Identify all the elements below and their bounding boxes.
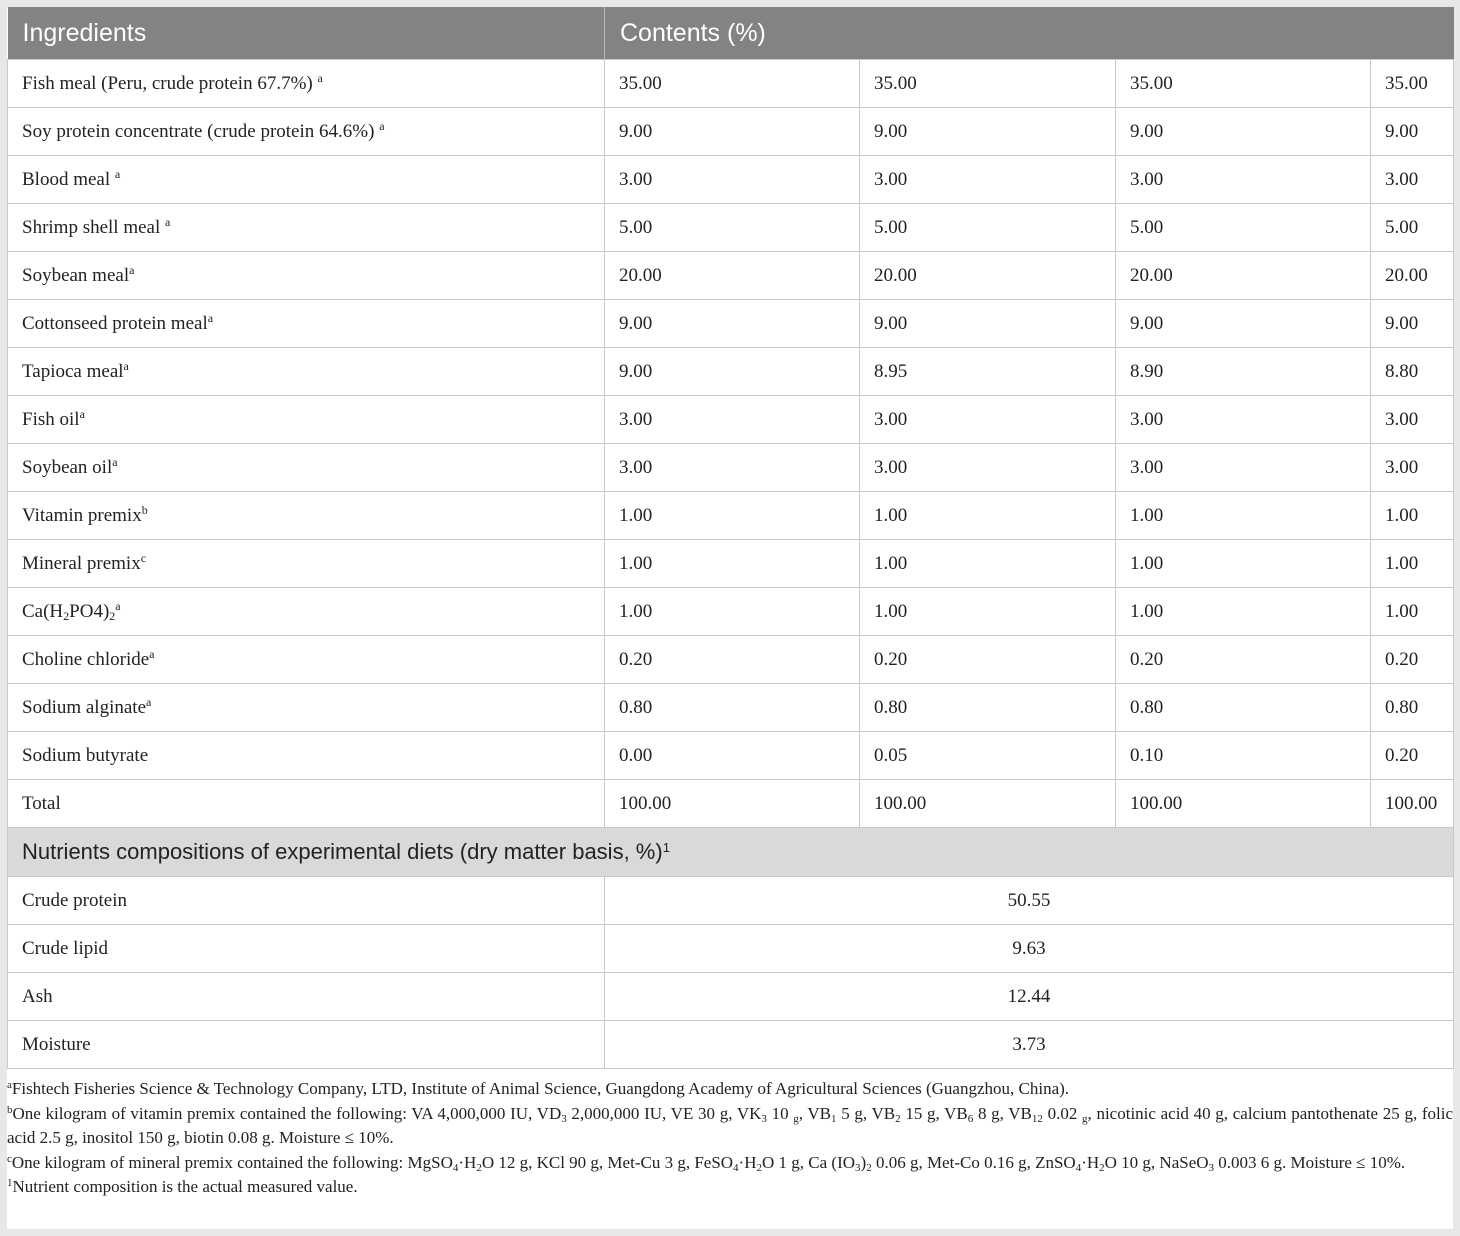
footnote-b: $^b$One kilogram of vitamin premix contained the following: VA 4,000,000 IU, $VD_3$ 2,000,000 IU, VE 30 g, $VK_3$ 10 $_g$, $VB_1$ 5 g, $VB_2$ 15 g, $VB_6$ 8 g, $VB_{12}$ 0.02 $_g$, nicotinic acid 40 g, calcium pantothenate 25 g, folic acid 2.5 g, inositol 150 g, biotin 0.08 g. Moisture ≤ 10%. bbox=[7, 1103, 1454, 1147]
table-row bbox=[8, 396, 1454, 444]
content-value-diet-2: 5.00 bbox=[860, 204, 1116, 252]
content-value-diet-1: 0.80 bbox=[605, 684, 860, 732]
content-value-diet-3: 3.00 bbox=[1116, 396, 1371, 444]
content-value-diet-2: 0.05 bbox=[860, 732, 1116, 780]
nutrients-title-footnote-mark: 1 bbox=[662, 840, 670, 855]
ingredient-name: Soy protein concentrate (crude protein 64.6%) $^a$ bbox=[8, 108, 605, 156]
content-value-diet-4: 1.00 bbox=[1371, 540, 1454, 588]
content-value-diet-2: 0.20 bbox=[860, 636, 1116, 684]
content-value-diet-4: 3.00 bbox=[1371, 444, 1454, 492]
footnote-mark: a bbox=[207, 310, 214, 325]
content-value-diet-1: 1.00 bbox=[605, 588, 860, 636]
content-value-diet-1: 100.00 bbox=[605, 780, 860, 828]
content-value-diet-1: 3.00 bbox=[605, 156, 860, 204]
content-value-diet-1: 0.00 bbox=[605, 732, 860, 780]
footnote-mark: c bbox=[140, 550, 147, 565]
nutrient-name: Moisture bbox=[8, 1021, 605, 1069]
content-value-diet-3: 3.00 bbox=[1116, 156, 1371, 204]
diet-composition-table bbox=[7, 7, 1454, 1069]
content-value-diet-3: 9.00 bbox=[1116, 300, 1371, 348]
table-row bbox=[8, 204, 1454, 252]
nutrient-value: 9.63 bbox=[605, 925, 1454, 973]
footnote-mark: a bbox=[115, 598, 121, 613]
table-row bbox=[8, 492, 1454, 540]
content-value-diet-1: 9.00 bbox=[605, 348, 860, 396]
ingredient-name: Mineral premix$^c$ bbox=[8, 540, 605, 588]
nutrient-name: Ash bbox=[8, 973, 605, 1021]
content-value-diet-2: 20.00 bbox=[860, 252, 1116, 300]
content-value-diet-3: 3.00 bbox=[1116, 444, 1371, 492]
content-value-diet-2: 3.00 bbox=[860, 156, 1116, 204]
table-row bbox=[8, 780, 1454, 828]
content-value-diet-3: 0.10 bbox=[1116, 732, 1371, 780]
content-value-diet-2: 8.95 bbox=[860, 348, 1116, 396]
table-row bbox=[8, 684, 1454, 732]
footnote-mark: a bbox=[149, 646, 155, 661]
content-value-diet-2: 35.00 bbox=[860, 60, 1116, 108]
content-value-diet-4: 1.00 bbox=[1371, 588, 1454, 636]
nutrient-name: Crude protein bbox=[8, 877, 605, 925]
footnote-c: $^c$One kilogram of mineral premix contained the following: $MgSO_4\cdot H_2O$ 12 g, KCl 90 g, Met-Cu 3 g, $FeSO_4\cdot H_2O$ 1 g, Ca $(IO_3)_2$ 0.06 g, Met-Co 0.16 g, $ZnSO_4\cdot H_2O$ 10 g, NaSeO$_3$ 0.003 6 g. Moisture ≤ 10%. bbox=[7, 1152, 1406, 1174]
table-row bbox=[8, 588, 1454, 636]
footnote-mark: a bbox=[317, 70, 323, 85]
ingredient-name: Sodium butyrate bbox=[8, 732, 605, 780]
nutrient-value: 3.73 bbox=[605, 1021, 1454, 1069]
table-row bbox=[8, 60, 1454, 108]
footnote-mark: a bbox=[379, 118, 385, 133]
nutrients-section-header bbox=[8, 828, 1454, 877]
content-value-diet-2: 3.00 bbox=[860, 444, 1116, 492]
footnote-a: $^a$Fishtech Fisheries Science & Technology Company, LTD, Institute of Animal Science, Guangdong Academy of Agricultural Sciences (Guangzhou, China). bbox=[7, 1079, 1070, 1098]
content-value-diet-4: 0.80 bbox=[1371, 684, 1454, 732]
table-row bbox=[8, 156, 1454, 204]
content-value-diet-1: 1.00 bbox=[605, 492, 860, 540]
ingredients-body bbox=[8, 60, 1454, 828]
header-contents: Contents (%) bbox=[605, 7, 1454, 60]
content-value-diet-3: 20.00 bbox=[1116, 252, 1371, 300]
ingredient-name: Fish oil$^a$ bbox=[8, 396, 605, 444]
content-value-diet-4: 9.00 bbox=[1371, 300, 1454, 348]
content-value-diet-2: 9.00 bbox=[860, 108, 1116, 156]
table-row bbox=[8, 925, 1454, 973]
table-row bbox=[8, 877, 1454, 925]
nutrient-name: Crude lipid bbox=[8, 925, 605, 973]
ingredient-name: $Ca(H_2PO4)_2^a$ bbox=[8, 588, 605, 636]
content-value-diet-2: 0.80 bbox=[860, 684, 1116, 732]
ingredient-name: Soybean meal$^a$ bbox=[8, 252, 605, 300]
content-value-diet-4: 100.00 bbox=[1371, 780, 1454, 828]
nutrients-section-title: Nutrients compositions of experimental diets (dry matter basis, %)$^1$ bbox=[8, 828, 1454, 877]
nutrient-value: 12.44 bbox=[605, 973, 1454, 1021]
table-row bbox=[8, 636, 1454, 684]
table-row bbox=[8, 732, 1454, 780]
content-value-diet-3: 0.80 bbox=[1116, 684, 1371, 732]
content-value-diet-1: 20.00 bbox=[605, 252, 860, 300]
content-value-diet-4: 5.00 bbox=[1371, 204, 1454, 252]
table-row bbox=[8, 540, 1454, 588]
ingredient-name: Vitamin premix$^b$ bbox=[8, 492, 605, 540]
table-row bbox=[8, 108, 1454, 156]
footnote-mark: a bbox=[165, 214, 171, 229]
footnote-mark: a bbox=[129, 262, 135, 277]
content-value-diet-3: 0.20 bbox=[1116, 636, 1371, 684]
footnote-mark: a bbox=[114, 166, 121, 181]
content-value-diet-2: 100.00 bbox=[860, 780, 1116, 828]
table-row bbox=[8, 300, 1454, 348]
content-value-diet-4: 9.00 bbox=[1371, 108, 1454, 156]
content-value-diet-4: 0.20 bbox=[1371, 732, 1454, 780]
ingredient-name: Total bbox=[8, 780, 605, 828]
footnote-mark: a bbox=[123, 358, 129, 373]
content-value-diet-1: 1.00 bbox=[605, 540, 860, 588]
content-value-diet-2: 3.00 bbox=[860, 396, 1116, 444]
ingredient-name: Soybean oil$^a$ bbox=[8, 444, 605, 492]
content-value-diet-4: 0.20 bbox=[1371, 636, 1454, 684]
content-value-diet-3: 9.00 bbox=[1116, 108, 1371, 156]
content-value-diet-4: 8.80 bbox=[1371, 348, 1454, 396]
content-value-diet-4: 1.00 bbox=[1371, 492, 1454, 540]
table-footnotes bbox=[7, 1069, 1453, 1200]
content-value-diet-2: 1.00 bbox=[860, 492, 1116, 540]
table-row bbox=[8, 973, 1454, 1021]
nutrient-value: 50.55 bbox=[605, 877, 1454, 925]
content-value-diet-3: 5.00 bbox=[1116, 204, 1371, 252]
content-value-diet-3: 100.00 bbox=[1116, 780, 1371, 828]
content-value-diet-1: 3.00 bbox=[605, 444, 860, 492]
ingredient-name: Cottonseed protein meal$^a$ bbox=[8, 300, 605, 348]
content-value-diet-3: 1.00 bbox=[1116, 492, 1371, 540]
content-value-diet-1: 5.00 bbox=[605, 204, 860, 252]
ingredient-name: Sodium alginate$^a$ bbox=[8, 684, 605, 732]
nutrients-rows bbox=[8, 877, 1454, 1069]
footnote-1: $^1$Nutrient composition is the actual measured value. bbox=[7, 1177, 358, 1196]
content-value-diet-4: 3.00 bbox=[1371, 396, 1454, 444]
content-value-diet-1: 9.00 bbox=[605, 300, 860, 348]
footnote-mark: a bbox=[146, 694, 152, 709]
footnote-mark: b bbox=[141, 502, 148, 517]
content-value-diet-3: 35.00 bbox=[1116, 60, 1371, 108]
table-row bbox=[8, 252, 1454, 300]
table-row bbox=[8, 348, 1454, 396]
header-ingredients: Ingredients bbox=[8, 7, 605, 60]
content-value-diet-3: 1.00 bbox=[1116, 540, 1371, 588]
content-value-diet-4: 3.00 bbox=[1371, 156, 1454, 204]
nutrients-body bbox=[8, 828, 1454, 877]
ingredient-name: Choline chloride$^a$ bbox=[8, 636, 605, 684]
content-value-diet-4: 20.00 bbox=[1371, 252, 1454, 300]
content-value-diet-2: 1.00 bbox=[860, 588, 1116, 636]
content-value-diet-2: 9.00 bbox=[860, 300, 1116, 348]
content-value-diet-1: 0.20 bbox=[605, 636, 860, 684]
ingredient-name: Blood meal $^a$ bbox=[8, 156, 605, 204]
ingredient-name: Tapioca meal$^a$ bbox=[8, 348, 605, 396]
content-value-diet-3: 1.00 bbox=[1116, 588, 1371, 636]
table-row bbox=[8, 444, 1454, 492]
content-value-diet-1: 9.00 bbox=[605, 108, 860, 156]
ingredient-name: Fish meal (Peru, crude protein 67.7%) $^a$ bbox=[8, 60, 605, 108]
content-value-diet-1: 3.00 bbox=[605, 396, 860, 444]
footnote-mark: a bbox=[112, 454, 118, 469]
ingredient-name: Shrimp shell meal $^a$ bbox=[8, 204, 605, 252]
content-value-diet-3: 8.90 bbox=[1116, 348, 1371, 396]
content-value-diet-1: 35.00 bbox=[605, 60, 860, 108]
table-header-row bbox=[8, 7, 1454, 60]
content-value-diet-4: 35.00 bbox=[1371, 60, 1454, 108]
content-value-diet-2: 1.00 bbox=[860, 540, 1116, 588]
footnote-mark: a bbox=[79, 406, 85, 421]
table-row bbox=[8, 1021, 1454, 1069]
diet-composition-table-panel bbox=[7, 7, 1453, 1229]
